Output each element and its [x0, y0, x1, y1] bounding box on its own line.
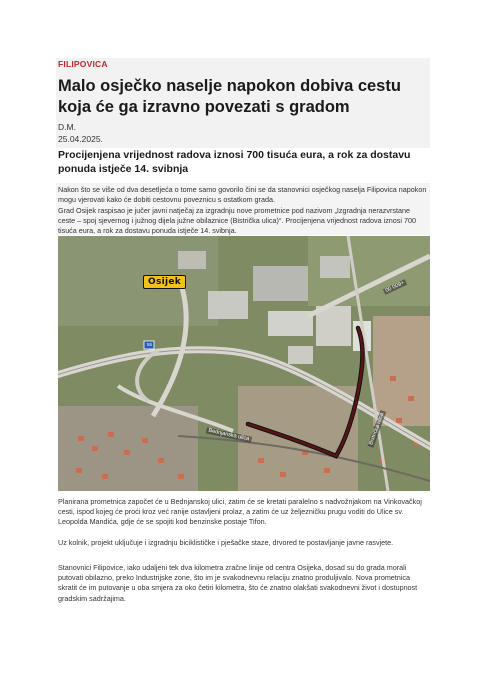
- article-title: Malo osječko naselje napokon dobiva cestu koja će ga izravno povezati s gradom: [58, 77, 401, 116]
- label-bednjanska-ulica: Bednjanska ulica: [207, 427, 250, 443]
- article-lead: Procijenjena vrijednost radova iznosi 700 tisuća eura, a rok za dostavu ponuda istječe 14. svibnja: [58, 149, 411, 175]
- highway-label: 00 009+: [384, 280, 406, 294]
- body-paragraph-2: Uz kolnik, projekt uključuje i izgradnju biciklističke i pješačke staze, drvored te postavljanje javne rasvjete.: [58, 538, 394, 547]
- body-paragraph-1: Planirana prometnica započet će u Bednjanskoj ulici, zatim će se kretati paralelno s nadvožnjakom na Vinkovačkoj cesti, ispod kojeg će proći kroz već ranije ostavljeni prolaz, a zatim će uz željezničku prugu voditi do Ulice sv. Leopolda Mandića, gdje će se spojiti kod benzinske postaje Tifon.: [58, 497, 422, 527]
- body-paragraph-3: Stanovnici Filipovice, iako udaljeni tek dva kilometra zračne linije od centra Osijeka, dosad su do grada morali putovati obilazno, preko Industrijske zone, što im je svakodnevnu relaciju znatno produljivalo. Nova prometnica skratit će im putovanje u oba smjera za oko četiri kilometra, što će znatno olakšati svakodnevni život i dostupnost gradskim sadržajima.: [58, 563, 418, 603]
- category-label: FILIPOVICA: [58, 59, 108, 69]
- aerial-map: [58, 236, 430, 491]
- label-bistricka-ulica: Bistrička ulica: [368, 412, 386, 446]
- road-number-label: 55: [147, 342, 153, 347]
- article-author: D.M.: [58, 122, 76, 132]
- city-sign-osijek: Osijek: [143, 275, 186, 289]
- intro-paragraph-2: Grad Osijek raspisao je jučer javni natječaj za izgradnju nove prometnice pod nazivom „Izgradnja nerazvrstane ceste – spoj sjevernog i južnog dijela južne obilaznice (Bistrička ulica)“. Procijenjena vrijednost radova iznosi 700 tisuća eura, a rok za dostavu ponuda istječe 14. svibnja.: [58, 206, 416, 236]
- article-date: 25.04.2025.: [58, 134, 103, 144]
- route-map-image: [58, 236, 430, 491]
- intro-paragraph-1: Nakon što se više od dva desetljeća o tome samo govorilo čini se da stanovnici osječkog naselja Filipovica napokon mogu vjerovati kako će dobiti cestovnu poveznicu s ostatkom grada.: [58, 185, 427, 205]
